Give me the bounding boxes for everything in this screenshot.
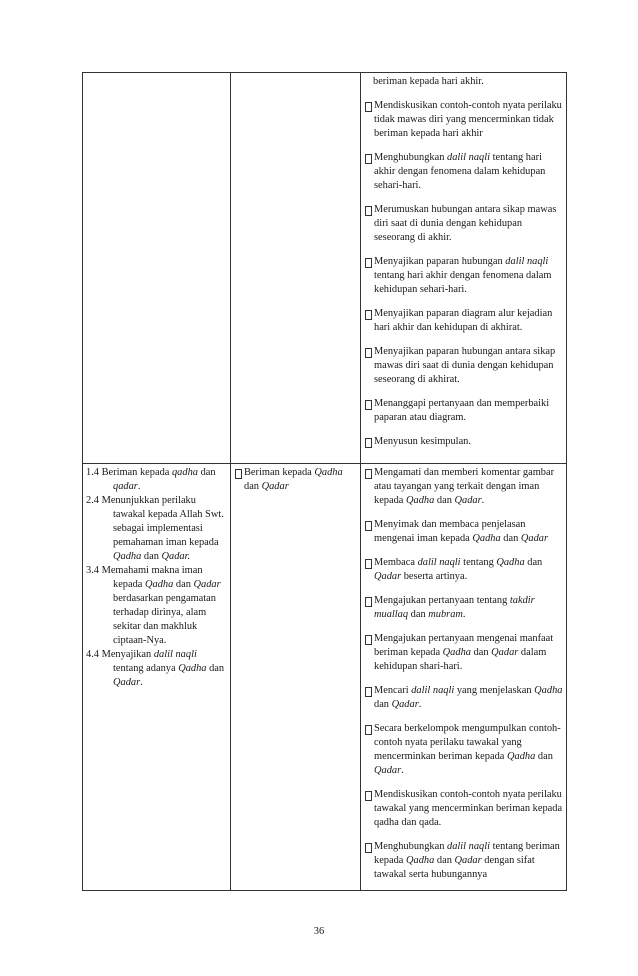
kegiatan-text <box>374 518 563 546</box>
kegiatan-text <box>374 722 563 778</box>
italic-term: qadha <box>171 467 198 478</box>
italic-term: dalil naqli <box>447 841 491 852</box>
checkbox-glyph-icon <box>365 521 372 531</box>
italic-term: dalil naqli <box>153 649 197 660</box>
kegiatan-item <box>364 203 563 245</box>
italic-term: mubram <box>428 609 463 620</box>
kegiatan-item <box>364 99 563 141</box>
text-span: berdasarkan pengamatan terhadap dirinya, alam sekitar dan makhluk ciptaan-Nya. <box>113 593 216 646</box>
text-span: . <box>481 495 485 506</box>
text-span: Menghubungkan <box>374 152 448 163</box>
text-span: dan <box>197 467 216 478</box>
kegiatan-text <box>374 684 563 712</box>
checkbox-glyph-icon <box>365 310 372 320</box>
italic-term: Qadar <box>261 481 289 492</box>
kegiatan-text <box>374 840 563 882</box>
kegiatan-text: beriman kepada hari akhir. <box>373 76 484 87</box>
text-span: dan <box>206 663 225 674</box>
checkbox-glyph-icon <box>365 635 372 645</box>
italic-term: Qadha <box>113 551 142 562</box>
kompetensi-item <box>86 648 227 690</box>
kompetensi-cell <box>83 73 231 464</box>
italic-term: Qadar <box>454 495 482 506</box>
text-span: 1.4 Beriman kepada <box>86 467 172 478</box>
italic-term: Qadar <box>391 699 419 710</box>
checkbox-glyph-icon <box>365 597 372 607</box>
kegiatan-text: Menyusun kesimpulan. <box>374 436 471 447</box>
kompetensi-item <box>86 494 227 564</box>
text-span: dan <box>244 481 262 492</box>
text-span: . <box>401 765 404 776</box>
checkbox-glyph-icon <box>365 258 372 268</box>
kompetensi-item <box>86 564 227 648</box>
kegiatan-cell <box>361 73 567 464</box>
checkbox-glyph-icon <box>235 469 242 479</box>
italic-term: Qadar <box>374 765 402 776</box>
italic-term: Qadha <box>472 533 501 544</box>
checkbox-glyph-icon <box>365 102 372 112</box>
kegiatan-text: Merumuskan hubungan antara sikap mawas diri saat di dunia dengan kehidupan seseorang di akhir. <box>374 204 557 243</box>
text-span: tentang adanya <box>113 663 179 674</box>
italic-term: qadar <box>113 481 138 492</box>
checkbox-glyph-icon <box>365 438 372 448</box>
kegiatan-text: Mendiskusikan contoh-contoh nyata perilaku tawakal yang mencerminkan beriman kepada qadha dan qada. <box>374 789 563 828</box>
text-span: dan <box>408 609 429 620</box>
text-span: dan <box>173 579 194 590</box>
kegiatan-item <box>364 75 563 89</box>
kegiatan-text: Menyajikan paparan hubungan antara sikap mawas diri saat di dunia dengan kehidupan seseorang di akhirat. <box>374 346 556 385</box>
kegiatan-item <box>364 632 563 674</box>
checkbox-glyph-icon <box>365 725 372 735</box>
kegiatan-item <box>364 397 563 425</box>
text-span: Mengamati dan memberi komentar gambar atau tayangan yang terkait dengan iman kepada <box>374 467 555 506</box>
text-span: . <box>137 481 141 492</box>
kegiatan-item <box>364 151 563 193</box>
kegiatan-item <box>364 840 563 882</box>
italic-term: Qadha <box>534 685 563 696</box>
italic-term: Qadha <box>314 467 343 478</box>
text-span: . <box>140 677 143 688</box>
text-span: dalam kehidupan shari-hari. <box>374 647 547 672</box>
text-span: dan <box>141 551 162 562</box>
checkbox-glyph-icon <box>365 687 372 697</box>
text-span: dan <box>470 647 492 658</box>
kegiatan-cell <box>361 464 567 891</box>
italic-term: Qadar <box>374 571 402 582</box>
kegiatan-item <box>364 518 563 546</box>
kegiatan-item <box>364 594 563 622</box>
italic-term: Qadar <box>454 855 482 866</box>
kegiatan-text: Menyajikan paparan diagram alur kejadian hari akhir dan kehidupan di akhirat. <box>374 308 553 333</box>
text-span: 4.4 Menyajikan <box>86 649 154 660</box>
kegiatan-item <box>364 556 563 584</box>
italic-term: Qadha <box>496 557 525 568</box>
kegiatan-text <box>374 556 563 584</box>
italic-term: Qadar <box>193 579 221 590</box>
text-span: Menghubungkan <box>374 841 448 852</box>
italic-term: Qadar <box>491 647 519 658</box>
text-span: dan <box>434 495 455 506</box>
text-span: dan <box>535 751 553 762</box>
kegiatan-text: Mendiskusikan contoh-contoh nyata perilaku tidak mawas diri yang mencerminkan tidak beriman kepada hari akhir <box>374 100 562 139</box>
kegiatan-item <box>364 684 563 712</box>
kegiatan-text <box>374 632 563 674</box>
text-span: dan <box>434 855 455 866</box>
italic-term: Qadha <box>406 855 435 866</box>
kegiatan-text <box>374 151 563 193</box>
materi-item <box>234 466 357 494</box>
kegiatan-item <box>364 788 563 830</box>
checkbox-glyph-icon <box>365 469 372 479</box>
text-span: 2.4 Menunjukkan perilaku tawakal kepada Allah Swt. sebagai implementasi pemahaman iman kepada <box>86 495 224 548</box>
italic-term: Qadha <box>178 663 207 674</box>
page-number: 36 <box>313 926 325 937</box>
text-span: Membaca <box>374 557 418 568</box>
italic-term: dalil naqli <box>505 256 549 267</box>
checkbox-glyph-icon <box>365 348 372 358</box>
text-span: . <box>462 609 466 620</box>
text-span: tentang hari akhir dengan fenomena dalam kehidupan sehari-hari. <box>374 270 552 295</box>
kompetensi-item <box>86 466 227 494</box>
text-span: tentang beriman kepada <box>374 841 560 866</box>
italic-term: Qadha <box>507 751 536 762</box>
checkbox-glyph-icon <box>365 400 372 410</box>
italic-term: Qadha <box>406 495 435 506</box>
checkbox-glyph-icon <box>365 154 372 164</box>
text-span: dan <box>374 699 392 710</box>
text-span: dengan sifat tawakal serta hubungannya <box>374 855 535 880</box>
italic-term: dalil naqli <box>417 557 461 568</box>
text-span: Mengajukan pertanyaan mengenai manfaat beriman kepada <box>374 633 554 658</box>
italic-term: dalil naqli <box>447 152 491 163</box>
text-span: dan <box>524 557 543 568</box>
italic-term: dalil naqli <box>411 685 455 696</box>
italic-term: takdir muallaq <box>374 595 535 620</box>
kegiatan-item <box>364 345 563 387</box>
kegiatan-item <box>364 435 563 449</box>
syllabus-table <box>82 72 567 891</box>
text-span: Secara berkelompok mengumpulkan contoh-contoh nyata perilaku tawakal yang mencerminkan beriman kepada <box>374 723 561 762</box>
checkbox-glyph-icon <box>365 843 372 853</box>
text-span: Menyajikan paparan hubungan <box>374 256 506 267</box>
italic-term: Qadha <box>442 647 471 658</box>
text-span: . <box>418 699 422 710</box>
text-span: dan <box>500 533 521 544</box>
text-span: yang menjelaskan <box>454 685 535 696</box>
materi-cell <box>231 73 361 464</box>
kegiatan-text <box>374 594 563 622</box>
italic-term: Qadar <box>520 533 549 544</box>
kegiatan-text <box>374 255 563 297</box>
table-row <box>83 464 567 891</box>
table-row <box>83 73 567 464</box>
kompetensi-cell <box>83 464 231 891</box>
checkbox-glyph-icon <box>365 791 372 801</box>
text-span: Menyimak dan membaca penjelasan mengenai iman kepada <box>374 519 526 544</box>
text-span: tentang <box>460 557 497 568</box>
text-span: Beriman kepada <box>244 467 315 478</box>
text-span: Mencari <box>374 685 412 696</box>
italic-term: Qadar <box>113 677 141 688</box>
checkbox-glyph-icon <box>365 559 372 569</box>
text-span: beserta artinya. <box>401 571 468 582</box>
kegiatan-item <box>364 307 563 335</box>
kegiatan-item <box>364 255 563 297</box>
materi-text <box>244 466 357 494</box>
text-span: tentang hari akhir dengan fenomena dalam kehidupan sehari-hari. <box>374 152 546 191</box>
kegiatan-item <box>364 722 563 778</box>
kegiatan-text <box>374 466 563 508</box>
materi-cell <box>231 464 361 891</box>
checkbox-glyph-icon <box>365 206 372 216</box>
italic-term: Qadar. <box>161 551 191 562</box>
text-span: Mengajukan pertanyaan tentang <box>374 595 510 606</box>
text-span: 3.4 Memahami makna iman kepada <box>86 565 203 590</box>
kegiatan-text: Menanggapi pertanyaan dan memperbaiki paparan atau diagram. <box>374 398 550 423</box>
kegiatan-item <box>364 466 563 508</box>
italic-term: Qadha <box>145 579 174 590</box>
